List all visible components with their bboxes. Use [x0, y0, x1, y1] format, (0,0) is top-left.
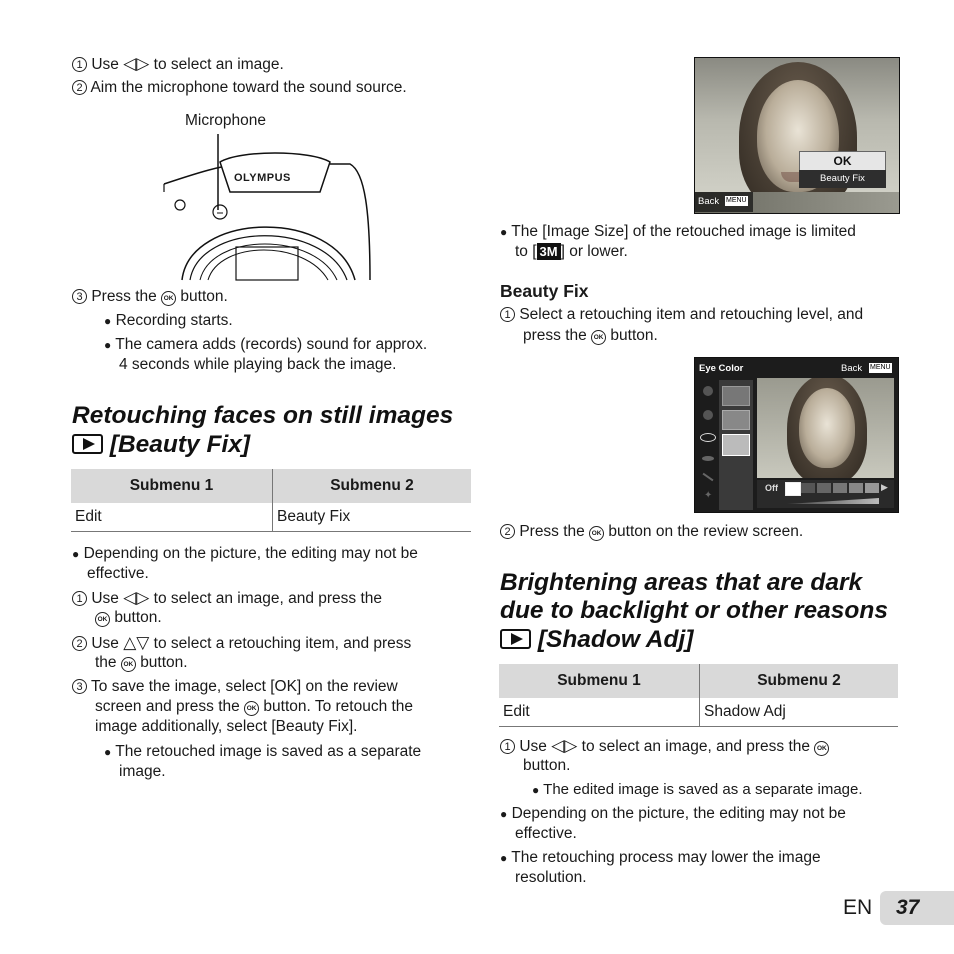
table-header: Submenu 2: [700, 664, 899, 698]
left-right-arrows-icon: ◁▷: [123, 588, 150, 607]
size-note-cont: [515, 242, 628, 262]
step-2: [72, 78, 407, 98]
eye-option-2[interactable]: [722, 410, 750, 430]
step-text: Aim the microphone toward the sound source.: [90, 79, 407, 96]
bullet-text: The retouched image is saved as a separate: [115, 743, 422, 760]
table-header: Submenu 1: [499, 664, 700, 698]
bullet-text: ] or lower.: [560, 243, 628, 260]
step-text: Use: [91, 56, 119, 73]
table-header: Submenu 2: [273, 469, 472, 503]
step-text: to select an image, and press the: [581, 738, 811, 755]
beauty-fix-heading: Beauty Fix: [500, 281, 589, 301]
step-number: 2: [72, 80, 87, 95]
step-text: button.: [114, 609, 162, 626]
step-text: button. To retouch the: [263, 698, 414, 715]
lips-item-icon[interactable]: [702, 456, 714, 461]
menu-icon: MENU: [726, 197, 747, 204]
skin-item-icon[interactable]: [703, 410, 713, 420]
heading-text: [Shadow Adj]: [537, 626, 694, 653]
bf-step-1: [72, 588, 382, 609]
bullet-icon: ●: [532, 783, 540, 797]
bf-select-step-cont: [523, 326, 658, 346]
sa-note-2: [500, 848, 821, 868]
page-number-tab: [880, 891, 954, 925]
sa-note-1: [500, 804, 846, 824]
playback-icon: [500, 629, 531, 649]
bullet-sound-cont: 4 seconds while playing back the image.: [119, 356, 397, 373]
step-text: screen and press the: [95, 698, 240, 715]
bf-step-3-bullet-cont: image.: [119, 763, 166, 780]
level-wedge: [787, 498, 879, 504]
submenu-table: [71, 469, 471, 532]
level-label: Off: [765, 483, 778, 493]
image-size-3m-icon: 3M: [537, 243, 561, 260]
level-slot[interactable]: [801, 483, 815, 493]
face-item-icon[interactable]: [703, 386, 713, 396]
ok-button-icon: OK: [244, 701, 259, 716]
step-text: to select a retouching item, and press: [153, 635, 412, 652]
step-3: [72, 287, 228, 307]
bullet-icon: ●: [104, 745, 112, 759]
ok-button-icon: OK: [814, 741, 829, 756]
bullet-icon: ●: [104, 314, 112, 328]
bf-step-3-bullet: [104, 742, 421, 762]
bullet-text: to [: [515, 243, 537, 260]
bf-step-2: [72, 633, 411, 654]
step-text: the: [95, 654, 117, 671]
ok-button-icon: OK: [589, 526, 604, 541]
table-cell: Edit: [71, 503, 273, 532]
lcd-review-screen: [694, 57, 900, 214]
brush-item-icon[interactable]: [703, 473, 714, 482]
step-text: to select an image.: [153, 56, 284, 73]
level-bar[interactable]: [757, 480, 894, 508]
retouch-item-column: [699, 380, 717, 508]
playback-icon: [72, 434, 103, 454]
heading-text: [Beauty Fix]: [109, 431, 251, 458]
note-cont: effective.: [87, 565, 149, 582]
bf-review-step: [500, 522, 803, 542]
step-text: To save the image, select [OK] on the review: [91, 678, 398, 695]
step-number: 2: [500, 524, 515, 539]
up-down-arrows-icon: △▽: [123, 633, 150, 652]
portrait-face: [799, 388, 855, 468]
right-arrow-icon[interactable]: ▶: [881, 482, 888, 492]
bullet-recording: [104, 311, 233, 331]
step-text: Use: [519, 738, 547, 755]
back-label[interactable]: Back: [841, 363, 863, 374]
sa-bullet: [532, 780, 863, 800]
step-text: Use: [91, 590, 119, 607]
step-text: button.: [180, 288, 228, 305]
step-text: button.: [610, 327, 658, 344]
step-number: 1: [72, 57, 87, 72]
step-text: press the: [523, 327, 587, 344]
menu-icon: MENU: [870, 364, 891, 371]
left-right-arrows-icon: ◁▷: [551, 736, 578, 755]
bullet-icon: ●: [104, 338, 112, 352]
bullet-text: The [Image Size] of the retouched image is limited: [511, 223, 856, 240]
bullet-text: Depending on the picture, the editing may not be: [83, 545, 418, 562]
bf-step-3-l2: [95, 697, 413, 717]
sa-note-2-cont: resolution.: [515, 869, 587, 886]
level-slot[interactable]: [817, 483, 831, 493]
section-heading-shadow-adj-l2: due to backlight or other reasons: [500, 597, 888, 624]
bf-select-step: [500, 305, 863, 325]
level-slot[interactable]: [833, 483, 847, 493]
note-bullet: [72, 544, 418, 564]
sa-step-1: [500, 736, 829, 757]
table-cell: Beauty Fix: [273, 503, 472, 532]
section-heading-beauty-fix: Retouching faces on still images: [72, 402, 454, 429]
step-text: Use: [91, 635, 119, 652]
size-note: [500, 222, 856, 242]
lcd-eye-color-screen: [694, 357, 899, 513]
camera-brand-logo: OLYMPUS: [234, 172, 291, 184]
sa-note-1-cont: effective.: [515, 825, 577, 842]
step-number: 3: [72, 289, 87, 304]
section-heading-shadow-adj: Brightening areas that are dark: [500, 569, 863, 596]
beauty-fix-option[interactable]: Beauty Fix: [799, 170, 886, 188]
submenu-table: [499, 664, 898, 727]
page-number: 37: [896, 896, 920, 919]
step-number: 1: [72, 591, 87, 606]
eye-option-1[interactable]: [722, 386, 750, 406]
table-cell: Shadow Adj: [700, 698, 899, 727]
level-slot[interactable]: [849, 483, 863, 493]
level-slot-selected[interactable]: [785, 482, 801, 496]
bullet-icon: ●: [500, 851, 508, 865]
left-right-arrows-icon: ◁▷: [123, 54, 150, 73]
bf-step-3: [72, 677, 398, 697]
bullet-icon: ●: [500, 807, 508, 821]
step-number: 2: [72, 636, 87, 651]
eye-color-options: [719, 380, 753, 510]
sa-step-1-cont: button.: [523, 757, 571, 774]
back-label: Back: [698, 196, 720, 207]
step-text: button on the review screen.: [608, 523, 804, 540]
step-number: 1: [500, 307, 515, 322]
sparkle-item-icon[interactable]: ✦: [704, 490, 713, 501]
section-heading-beauty-fix-l2: [72, 430, 250, 459]
step-text: Press the: [91, 288, 157, 305]
bf-step-2-cont: [95, 653, 188, 673]
step-text: Press the: [519, 523, 585, 540]
table-row: [71, 503, 471, 532]
step-text: Select a retouching item and retouching level, and: [519, 306, 864, 323]
ok-button-icon: OK: [161, 291, 176, 306]
step-1: [72, 54, 284, 75]
portrait-preview: [757, 378, 894, 478]
bullet-text: Depending on the picture, the editing may not be: [511, 805, 846, 822]
bf-step-3-l3: image additionally, select [Beauty Fix].: [95, 718, 358, 735]
bf-step-1-cont: [95, 608, 162, 628]
level-slot[interactable]: [865, 483, 879, 493]
back-button[interactable]: [695, 192, 753, 212]
section-heading-shadow-adj-l3: [500, 625, 693, 654]
camera-illustration: [160, 132, 375, 282]
ok-option[interactable]: OK: [799, 151, 886, 171]
step-text: button.: [140, 654, 188, 671]
bullet-icon: ●: [72, 547, 80, 561]
menu-title: Eye Color: [699, 363, 744, 374]
bullet-text: The retouching process may lower the image: [511, 849, 821, 866]
step-number: 1: [500, 739, 515, 754]
table-cell: Edit: [499, 698, 700, 727]
bullet-text: The edited image is saved as a separate image.: [543, 781, 863, 798]
step-text: to select an image, and press the: [153, 590, 383, 607]
bullet-icon: ●: [500, 225, 508, 239]
bullet-text: Recording starts.: [115, 312, 233, 329]
bullet-text: The camera adds (records) sound for approx.: [115, 336, 428, 353]
bullet-sound: [104, 335, 427, 355]
ok-button-icon: OK: [591, 330, 606, 345]
eye-option-selected[interactable]: [722, 434, 750, 456]
microphone-label: Microphone: [185, 112, 266, 129]
language-label: EN: [843, 896, 873, 919]
ok-button-icon: OK: [95, 612, 110, 627]
step-number: 3: [72, 679, 87, 694]
eye-item-icon[interactable]: [700, 433, 716, 442]
ok-button-icon: OK: [121, 657, 136, 672]
table-row: [499, 698, 898, 727]
table-header: Submenu 1: [71, 469, 273, 503]
